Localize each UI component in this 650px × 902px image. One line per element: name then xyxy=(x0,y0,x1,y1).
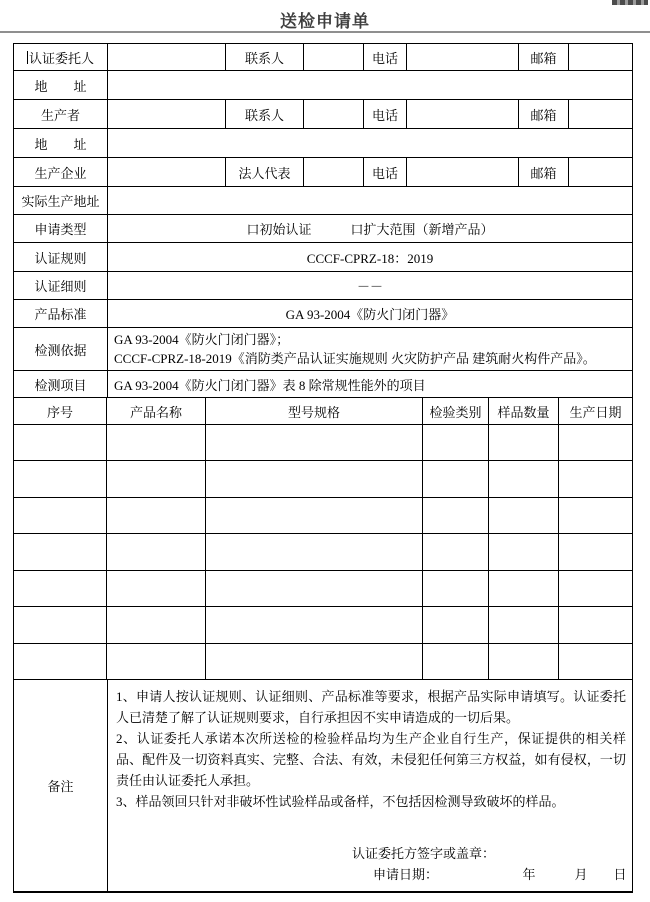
actual-address-row xyxy=(14,187,632,215)
test-basis-label: 检测依据 xyxy=(14,328,108,370)
producer-contact-label: 联系人 xyxy=(226,100,304,128)
product-model-cell[interactable] xyxy=(206,425,423,460)
product-row-6 xyxy=(14,607,632,644)
producer-phone-value-cell[interactable] xyxy=(407,100,519,128)
certification-rule-label: 认证规则 xyxy=(14,243,108,271)
product-seq-cell[interactable] xyxy=(14,571,107,606)
factory-label: 生产企业 xyxy=(14,158,108,186)
producer-value-cell[interactable] xyxy=(108,100,226,128)
certification-rule-value-cell: CCCF-CPRZ-18：2019 xyxy=(306,250,434,266)
product-row-7 xyxy=(14,644,632,680)
product-header-name: 产品名称 xyxy=(107,398,206,424)
applicant-contact-label: 联系人 xyxy=(226,44,304,70)
producer-row xyxy=(14,100,632,129)
title-divider xyxy=(0,31,650,33)
test-basis-value-cell xyxy=(108,328,632,370)
signature-line[interactable]: 认证委托方签字或盖章： xyxy=(352,846,496,861)
test-basis-row xyxy=(14,328,632,371)
product-standard-value-cell: GA 93-2004《防火门闭门器》 xyxy=(285,307,455,322)
product-model-cell[interactable] xyxy=(206,644,423,679)
applicant-email-value-cell[interactable] xyxy=(569,44,632,70)
test-basis-line1: GA 93-2004《防火门闭门器》； xyxy=(114,332,290,347)
product-date-cell[interactable] xyxy=(559,607,632,643)
remarks-note-2: 2、认证委托人承诺本次所送检的检验样品均为生产企业自行生产，保证提供的相关样品、配件及一切资料真实、完整、合法、有效，未侵犯任何第三方权益，如有侵权，一切责任由认证委托人承担。 xyxy=(116,731,626,788)
product-test-type-cell[interactable] xyxy=(423,425,489,460)
application-type-row xyxy=(14,215,632,243)
applicant-phone-value-cell[interactable] xyxy=(407,44,519,70)
product-name-cell[interactable] xyxy=(107,571,206,606)
product-quantity-cell[interactable] xyxy=(489,425,559,460)
product-model-cell[interactable] xyxy=(206,534,423,570)
applicant-row xyxy=(14,44,632,71)
product-header-model: 型号规格 xyxy=(206,398,423,424)
product-date-cell[interactable] xyxy=(559,571,632,606)
product-test-type-cell[interactable] xyxy=(423,461,489,497)
product-date-cell[interactable] xyxy=(559,425,632,460)
producer-address-label: 地 址 xyxy=(14,129,108,157)
applicant-value-cell[interactable] xyxy=(108,44,226,70)
applicant-label-text: 认证委托人 xyxy=(28,50,94,66)
product-quantity-cell[interactable] xyxy=(489,534,559,570)
product-model-cell[interactable] xyxy=(206,461,423,497)
product-name-cell[interactable] xyxy=(107,607,206,643)
product-seq-cell[interactable] xyxy=(14,498,107,533)
producer-email-label: 邮箱 xyxy=(519,100,569,128)
factory-value-cell[interactable] xyxy=(108,158,226,186)
factory-email-value-cell[interactable] xyxy=(569,158,632,186)
producer-contact-value-cell[interactable] xyxy=(304,100,364,128)
product-quantity-cell[interactable] xyxy=(489,498,559,533)
application-form-table xyxy=(13,43,633,893)
product-name-cell[interactable] xyxy=(107,498,206,533)
product-standard-row xyxy=(14,300,632,328)
product-date-cell[interactable] xyxy=(559,644,632,679)
application-date-line[interactable]: 申请日期： 年 月 日 xyxy=(373,867,627,882)
actual-address-value-cell[interactable] xyxy=(108,187,632,214)
product-quantity-cell[interactable] xyxy=(489,607,559,643)
remarks-note-1: 1、申请人按认证规则、认证细则、产品标准等要求，根据产品实际申请填写。认证委托人已清楚了解了认证规则要求，自行承担因不实申请造成的一切后果。 xyxy=(116,689,626,725)
product-model-cell[interactable] xyxy=(206,498,423,533)
product-row-4 xyxy=(14,534,632,571)
remarks-label: 备注 xyxy=(14,680,108,891)
product-row-5 xyxy=(14,571,632,607)
producer-address-row xyxy=(14,129,632,158)
certification-detail-row xyxy=(14,272,632,300)
product-quantity-cell[interactable] xyxy=(489,644,559,679)
factory-phone-value-cell[interactable] xyxy=(407,158,519,186)
producer-address-value-cell[interactable] xyxy=(108,129,632,157)
applicant-phone-label: 电话 xyxy=(364,44,407,70)
product-date-cell[interactable] xyxy=(559,534,632,570)
factory-email-label: 邮箱 xyxy=(519,158,569,186)
product-name-cell[interactable] xyxy=(107,644,206,679)
product-quantity-cell[interactable] xyxy=(489,461,559,497)
product-model-cell[interactable] xyxy=(206,607,423,643)
test-items-row xyxy=(14,371,632,398)
product-seq-cell[interactable] xyxy=(14,425,107,460)
application-type-label: 申请类型 xyxy=(14,215,108,242)
product-seq-cell[interactable] xyxy=(14,534,107,570)
product-seq-cell[interactable] xyxy=(14,644,107,679)
text-cursor xyxy=(27,51,28,64)
product-seq-cell[interactable] xyxy=(14,461,107,497)
applicant-address-row xyxy=(14,71,632,100)
applicant-label xyxy=(14,44,108,70)
product-test-type-cell[interactable] xyxy=(423,571,489,606)
factory-legal-rep-label: 法人代表 xyxy=(226,158,304,186)
producer-label: 生产者 xyxy=(14,100,108,128)
remarks-note-3: 3、样品领回只针对非破坏性试验样品或备样，不包括因检测导致破坏的样品。 xyxy=(116,794,565,809)
product-header-row xyxy=(14,398,632,425)
product-model-cell[interactable] xyxy=(206,571,423,606)
product-row-3 xyxy=(14,498,632,534)
product-name-cell[interactable] xyxy=(107,534,206,570)
application-type-options[interactable]: 口初始认证 口扩大范围（新增产品） xyxy=(246,222,494,237)
factory-legal-rep-value-cell[interactable] xyxy=(304,158,364,186)
applicant-contact-value-cell[interactable] xyxy=(304,44,364,70)
screen-edge-artifact xyxy=(612,0,648,5)
product-header-date: 生产日期 xyxy=(569,404,622,420)
factory-phone-label: 电话 xyxy=(364,158,407,186)
test-items-label: 检测项目 xyxy=(14,371,108,397)
product-quantity-cell[interactable] xyxy=(489,571,559,606)
certification-detail-label: 认证细则 xyxy=(14,272,108,299)
test-basis-line2: CCCF-CPRZ-18-2019《消防类产品认证实施规则 火灾防护产品 建筑耐火构件产品》。 xyxy=(114,351,596,366)
product-row-1 xyxy=(14,425,632,461)
product-date-cell[interactable] xyxy=(559,461,632,497)
product-name-cell[interactable] xyxy=(107,461,206,497)
product-name-cell[interactable] xyxy=(107,425,206,460)
application-type-options-cell[interactable] xyxy=(108,215,632,242)
remarks-content-cell xyxy=(108,680,632,891)
page-title: 送检申请单 xyxy=(280,12,370,31)
product-date-cell[interactable] xyxy=(559,498,632,533)
factory-row xyxy=(14,158,632,187)
product-header-quantity: 样品数量 xyxy=(489,398,559,424)
remarks-row xyxy=(14,680,632,891)
product-test-type-cell[interactable] xyxy=(423,607,489,643)
certification-rule-row xyxy=(14,243,632,272)
product-test-type-cell[interactable] xyxy=(423,534,489,570)
product-header-test-type: 检验类别 xyxy=(423,398,489,424)
product-seq-cell[interactable] xyxy=(14,607,107,643)
product-test-type-cell[interactable] xyxy=(423,498,489,533)
product-standard-label: 产品标准 xyxy=(14,300,108,327)
applicant-address-value-cell[interactable] xyxy=(108,71,632,99)
producer-phone-label: 电话 xyxy=(364,100,407,128)
applicant-address-label: 地 址 xyxy=(14,71,108,99)
actual-address-label: 实际生产地址 xyxy=(14,187,108,214)
product-header-seq: 序号 xyxy=(14,398,107,424)
test-items-value-cell: GA 93-2004《防火门闭门器》表 8 除常规性能外的项目 xyxy=(114,377,426,393)
product-test-type-cell[interactable] xyxy=(423,644,489,679)
certification-detail-value-cell: －－ xyxy=(356,279,383,294)
applicant-email-label: 邮箱 xyxy=(519,44,569,70)
producer-email-value-cell[interactable] xyxy=(569,100,632,128)
product-row-2 xyxy=(14,461,632,498)
